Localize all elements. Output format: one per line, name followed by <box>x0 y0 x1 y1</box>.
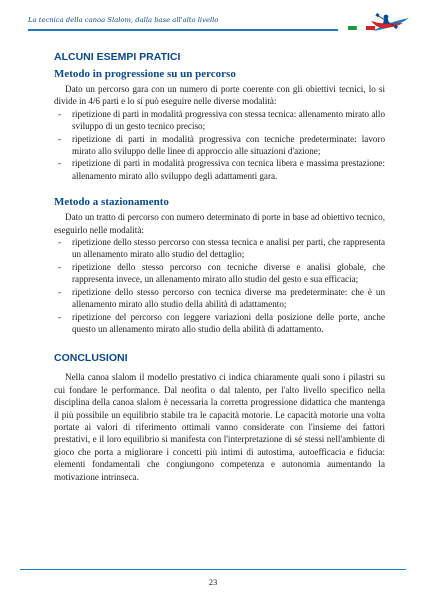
list-item: - ripetizione di parti in modalità progressiva con stessa tecnica: allenamento mirato allo sviluppo di un gesto tecnico preciso; <box>54 108 385 133</box>
page-number: 23 <box>208 577 218 587</box>
list-item: - ripetizione dello stesso percorso con tecniche diverse e analisi globale, che rappresenta invece, un allenamento mirato allo studio del gesto e sua efficacia; <box>54 261 385 286</box>
list-item: - ripetizione dello stesso percorso con stessa tecnica e analisi per parti, che rappresenta un allenamento mirato allo studio del dettaglio; <box>54 236 385 261</box>
subsection-heading: Metodo in progressione su un percorso <box>54 68 236 80</box>
body-paragraph: Nella canoa slalom il modello prestativo ci indica chiaramente quali sono i pilastri su cui fondare le performance. Dal neofita o dal talento, per l'alto livello specifico nella disciplina della canoa slalom è necessaria la corretta progressione didattica che mantenga il più possibile un equilibrio stabile tra le capacità motorie. Le capacità motorie una volta portate ai valori di riferimento ottimali vanno considerate con l'insieme dei fattori prestativi, e il loro equilibrio si manifesta con l'interpretazione di sé stessi nell'ambiente di gioco che porta a migliorare i concetti più intimi di autostima, autoefficacia e fiducia: elementi fondamentali che congiungono competenza e autonomia aumentando la motivazione intrinseca. <box>54 372 385 482</box>
section-heading: ALCUNI ESEMPI PRATICI <box>54 51 181 63</box>
canoe-slalom-logo-icon <box>343 12 413 36</box>
list-item: - ripetizione del percorso con leggere variazioni della posizione delle porte, anche questo un allenamento mirato allo studio della abilità di adattamento. <box>54 311 385 336</box>
intro-paragraph: Dato un percorso gara con un numero di porte coerente con gli obiettivi tecnici, lo si divide in 4/6 parti e lo si può eseguire nelle diverse modalità: <box>54 84 385 107</box>
intro-paragraph: Dato un tratto di percorso con numero determinato di porte in base ad obiettivo tecnico, eseguirlo nelle modalità: <box>54 212 385 235</box>
running-title: La tecnica della canoa Slalom, dalla base all'alto livello <box>28 16 219 24</box>
page-content <box>54 50 385 483</box>
section-heading: CONCLUSIONI <box>54 352 128 365</box>
list-item: - ripetizione di parti in modalità progressiva con tecniche predeterminate: lavoro mirato allo sviluppo delle linee di approccio alle situazioni d'azione; <box>54 133 385 158</box>
footer-rule <box>20 569 406 570</box>
list-item: - ripetizione di parti in modalità progressiva con tecnica libera e massima prestazione: allenamento mirato allo sviluppo degli adattamenti gara. <box>54 157 385 182</box>
page-header <box>28 12 413 36</box>
header-rule <box>28 29 338 31</box>
bullet-list <box>54 236 385 335</box>
subsection-heading: Metodo a stazionamento <box>54 196 169 209</box>
list-item: - ripetizione dello stesso percorso con tecnica diverse ma predeterminate: che è un allenamento mirato allo studio della abilità di adattamento; <box>54 286 385 311</box>
bullet-list <box>54 108 385 182</box>
